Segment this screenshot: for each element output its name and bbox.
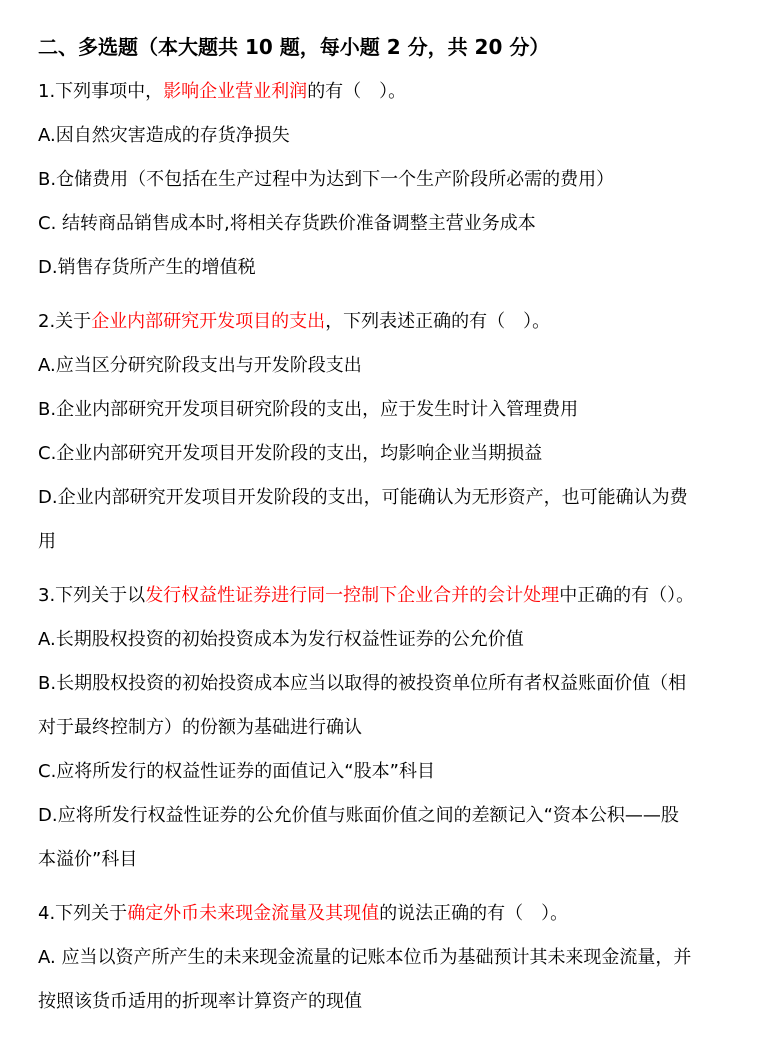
question-3 [38, 574, 758, 882]
option-line: D.企业内部研究开发项目开发阶段的支出，可能确认为无形资产，也可能确认为费 [38, 487, 688, 508]
question-list [38, 70, 758, 1024]
option-line: B.企业内部研究开发项目研究阶段的支出，应于发生时计入管理费用 [38, 399, 579, 420]
stem-after: 中正确的有（）。 [559, 585, 695, 606]
question-1 [38, 70, 758, 290]
option-line: D.销售存货所产生的增值税 [38, 257, 256, 278]
option-line: A.应当区分研究阶段支出与开发阶段支出 [38, 355, 362, 376]
question-stem [38, 892, 758, 936]
option-line: C.应将所发行的权益性证券的面值记入“股本”科目 [38, 761, 435, 782]
stem-after: ，下列表述正确的有（ ）。 [325, 311, 551, 332]
question-4 [38, 892, 758, 1024]
question-stem [38, 574, 758, 618]
section-title: 二、多选题（本大题共 10 题，每小题 2 分，共 20 分） [38, 35, 550, 59]
stem-after: 的说法正确的有（ ）。 [379, 903, 569, 924]
stem-before: 4.下列关于 [38, 903, 128, 924]
question-2 [38, 300, 758, 564]
option-line: B.仓储费用（不包括在生产过程中为达到下一个生产阶段所必需的费用） [38, 169, 615, 190]
stem-highlight: 发行权益性证券进行同一控制下企业合并的会计处理 [145, 585, 560, 606]
option-line: C.企业内部研究开发项目开发阶段的支出，均影响企业当期损益 [38, 443, 543, 464]
question-stem [38, 70, 758, 114]
option-line: 按照该货币适用的折现率计算资产的现值 [38, 991, 362, 1012]
option-line: 对于最终控制方）的份额为基础进行确认 [38, 717, 362, 738]
option-line: C. 结转商品销售成本时,将相关存货跌价准备调整主营业务成本 [38, 213, 536, 234]
stem-highlight: 影响企业营业利润 [163, 81, 308, 102]
option-line: 本溢价”科目 [38, 849, 138, 870]
stem-before: 3.下列关于以 [38, 585, 146, 606]
document-page [38, 24, 758, 1024]
option-line: D.应将所发行权益性证券的公允价值与账面价值之间的差额记入“资本公积——股 [38, 805, 679, 826]
stem-before: 2.关于 [38, 311, 92, 332]
stem-before: 1.下列事项中， [38, 81, 164, 102]
option-line: 用 [38, 531, 56, 552]
option-line: A. 应当以资产所产生的未来现金流量的记账本位币为基础预计其未来现金流量，并 [38, 947, 692, 968]
option-line: A.长期股权投资的初始投资成本为发行权益性证券的公允价值 [38, 629, 524, 650]
option-line: B.长期股权投资的初始投资成本应当以取得的被投资单位所有者权益账面价值（相 [38, 673, 687, 694]
stem-highlight: 确定外币未来现金流量及其现值 [127, 903, 380, 924]
question-stem [38, 300, 758, 344]
stem-highlight: 企业内部研究开发项目的支出 [91, 311, 326, 332]
stem-after: 的有（ ）。 [307, 81, 407, 102]
option-line: A.因自然灾害造成的存货净损失 [38, 125, 290, 146]
